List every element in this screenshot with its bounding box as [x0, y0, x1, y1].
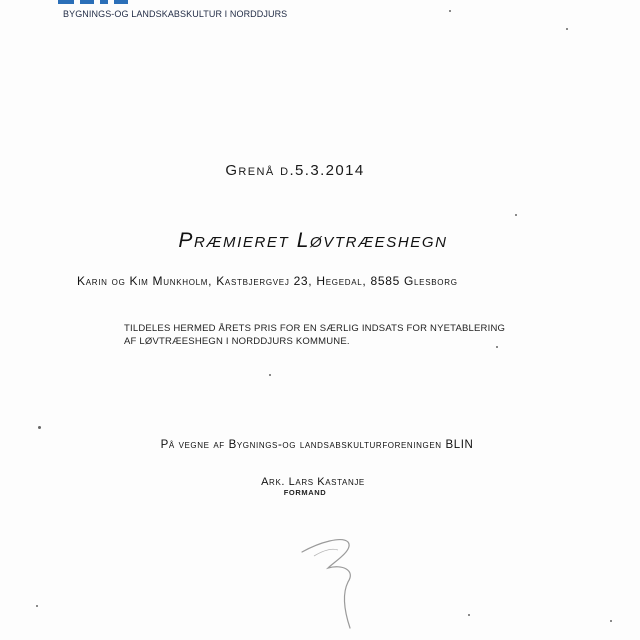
paper-speck — [468, 614, 470, 616]
paper-speck — [496, 346, 498, 348]
signer-role: FORMAND — [283, 488, 327, 497]
paper-speck — [566, 28, 568, 30]
award-title: Præmieret Løvtræeshegn — [178, 229, 448, 252]
paper-speck — [515, 214, 517, 216]
paper-speck — [449, 10, 451, 12]
award-description-line: TILDELES HERMED ÅRETS PRIS FOR EN SÆRLIG INDSATS FOR NYETABLERING — [124, 323, 506, 334]
paper-speck — [38, 426, 41, 429]
blin-logo — [58, 0, 148, 4]
date-line: Grenå d.5.3.2014 — [225, 162, 365, 179]
award-description — [124, 322, 524, 348]
paper-speck — [269, 374, 271, 376]
handwritten-signature — [290, 520, 410, 640]
recipients-line: Karin og Kim Munkholm, Kastbjergvej 23, Hegedal, 8585 Glesborg — [77, 274, 458, 288]
signer-name: Ark. Lars Kastanje — [261, 476, 365, 488]
paper-speck — [36, 605, 38, 607]
organization-name: BYGNINGS-OG LANDSKABSKULTUR I NORDDJURS — [63, 9, 288, 19]
paper-speck — [610, 620, 612, 622]
award-description-line: AF LØVTRÆESHEGN I NORDDJURS KOMMUNE. — [124, 336, 350, 347]
on-behalf-line: På vegne af Bygnings-og landsabskulturforeningen BLIN — [160, 439, 474, 451]
